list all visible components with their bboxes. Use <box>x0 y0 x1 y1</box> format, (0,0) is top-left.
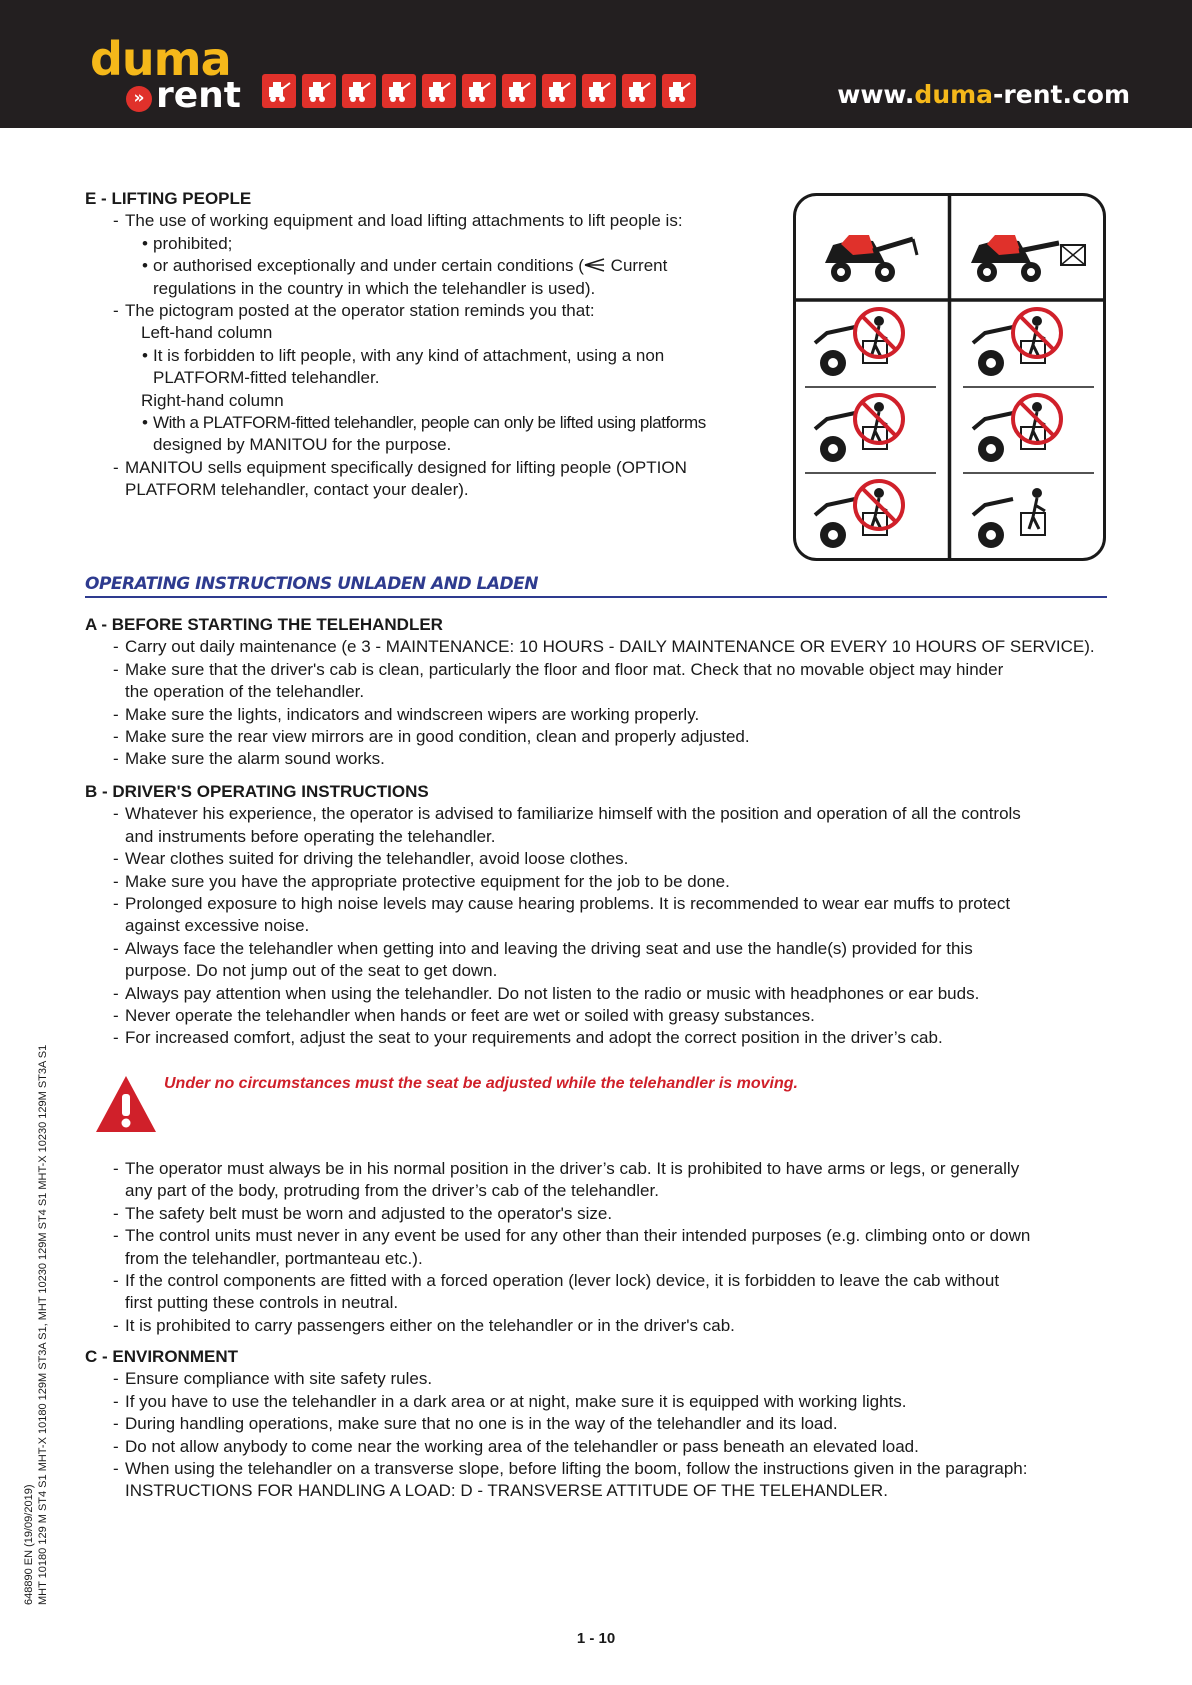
loader-icon <box>422 74 456 108</box>
section-title: E - LIFTING PEOPLE <box>85 189 252 208</box>
bullet-item: • or authorised exceptionally and under certain conditions ( Current <box>142 256 668 276</box>
warning-icon <box>94 1074 166 1134</box>
skid-steer-icon <box>262 74 296 108</box>
bullet-continuation: regulations in the country in which the telehandler is used). <box>153 278 596 298</box>
list-item: - Always pay attention when using the telehandler. Do not listen to the radio or music with headphones or ear buds. <box>113 983 980 1003</box>
list-item: - When using the telehandler on a transverse slope, before lifting the boom, follow the instructions given in the paragraph: <box>113 1459 1028 1479</box>
list-item: - Whatever his experience, the operator is advised to familiarize himself with the position and operation of all the controls <box>113 804 1021 824</box>
section-operating-instructions-continued <box>85 1158 1107 1337</box>
crawler-crane-icon <box>502 74 536 108</box>
machine-icon-strip <box>262 74 722 110</box>
url-suffix: -rent.com <box>993 80 1130 109</box>
list-item-continuation: from the telehandler, portmanteau etc.). <box>125 1248 423 1268</box>
section-before-starting <box>85 614 1107 771</box>
section-title: A - BEFORE STARTING THE TELEHANDLER <box>85 615 443 634</box>
bullet-item: • prohibited; <box>142 233 233 253</box>
list-item: - Never operate the telehandler when hands or feet are wet or soiled with greasy substances. <box>113 1006 815 1026</box>
operating-instructions-heading: OPERATING INSTRUCTIONS UNLADEN AND LADEN <box>85 574 1107 598</box>
reference-arrow-icon <box>584 256 606 270</box>
boom-lift-icon <box>622 74 656 108</box>
section-title: C - ENVIRONMENT <box>85 1347 238 1366</box>
list-item-continuation: against excessive noise. <box>125 916 310 936</box>
list-item: - Make sure that the driver's cab is clean, particularly the floor and floor mat. Check that no movable object may hinder <box>113 659 1004 679</box>
bullet-continuation: designed by MANITOU for the purpose. <box>153 435 452 455</box>
logo-rent-text: rent <box>156 75 242 116</box>
page-number: 1 - 10 <box>576 1630 616 1647</box>
list-item: - Carry out daily maintenance (e 3 - MAINTENANCE: 10 HOURS - DAILY MAINTENANCE OR EVERY 10 HOURS OF SERVICE). <box>113 637 1095 657</box>
dumper-icon <box>462 74 496 108</box>
list-item: - MANITOU sells equipment specifically designed for lifting people (OPTION <box>113 457 687 477</box>
lifting-people-pictogram <box>793 193 1106 561</box>
list-item-continuation: first putting these controls in neutral. <box>125 1293 399 1313</box>
list-item: - Make sure you have the appropriate protective equipment for the job to be done. <box>113 871 730 891</box>
articulated-lift-icon <box>662 74 696 108</box>
list-item: - The operator must always be in his normal position in the driver’s cab. It is prohibited to have arms or legs, or generally <box>113 1159 1020 1178</box>
list-item: - Wear clothes suited for driving the telehandler, avoid loose clothes. <box>113 849 629 869</box>
header-bar <box>0 0 1192 128</box>
list-item: - The control units must never in any event be used for any other than their intended purposes (e.g. climbing onto or down <box>113 1226 1031 1246</box>
bullet-item: • It is forbidden to lift people, with any kind of attachment, using a non <box>142 345 665 365</box>
bullet-item: • With a PLATFORM-fitted telehandler, people can only be lifted using platforms <box>142 413 706 433</box>
excavator-icon <box>542 74 576 108</box>
list-item: - Make sure the alarm sound works. <box>113 749 385 769</box>
url-prefix: www. <box>837 80 915 109</box>
section-lifting-people <box>85 188 765 502</box>
logo-chevron-icon: » <box>126 86 152 112</box>
document-code: 648890 EN (19/09/2019) <box>23 1484 35 1605</box>
section-environment <box>85 1346 1107 1503</box>
scissor-lift-icon <box>342 74 376 108</box>
logo-duma-text: duma <box>90 32 231 86</box>
list-item-continuation: any part of the body, protruding from the driver’s cab of the telehandler. <box>125 1181 659 1201</box>
list-item: - The use of working equipment and load lifting attachments to lift people is: <box>113 211 683 231</box>
bullet-continuation: PLATFORM-fitted telehandler. <box>153 368 380 388</box>
list-item-continuation: and instruments before operating the telehandler. <box>125 826 496 846</box>
list-item: - The safety belt must be worn and adjusted to the operator's size. <box>113 1203 613 1223</box>
list-item: - The pictogram posted at the operator station reminds you that: <box>113 301 595 321</box>
list-item: - During handling operations, make sure that no one is in the way of the telehandler and its load. <box>113 1414 838 1434</box>
column-label: Right-hand column <box>141 390 284 410</box>
section-operating-instructions <box>85 781 1107 1050</box>
list-item-continuation: the operation of the telehandler. <box>125 682 365 702</box>
document-reference <box>22 1005 50 1605</box>
list-item-continuation: PLATFORM telehandler, contact your dealer). <box>125 480 469 500</box>
duma-rent-logo[interactable] <box>90 32 242 116</box>
list-item: - Do not allow anybody to come near the working area of the telehandler or pass beneath an elevated load. <box>113 1436 919 1456</box>
column-label: Left-hand column <box>141 323 273 343</box>
mini-excavator-icon <box>382 74 416 108</box>
list-item: - Prolonged exposure to high noise levels may cause hearing problems. It is recommended to wear ear muffs to protect <box>113 894 1011 914</box>
website-url[interactable] <box>837 80 1130 109</box>
list-item: - Always face the telehandler when getting into and leaving the driving seat and use the handle(s) provided for this <box>113 938 973 958</box>
list-item-continuation: INSTRUCTIONS FOR HANDLING A LOAD: D - TRANSVERSE ATTITUDE OF THE TELEHANDLER. <box>125 1481 888 1501</box>
list-item: - If you have to use the telehandler in a dark area or at night, make sure it is equipped with working lights. <box>113 1391 907 1411</box>
model-list: MHT 10180 129 M ST4 S1 MHT-X 10180 129M ST3A S1, MHT 10230 129M ST4 S1 MHT-X 10230 129M ST3A S1 <box>37 1044 49 1605</box>
list-item: - Make sure the lights, indicators and windscreen wipers are working properly. <box>113 704 700 724</box>
list-item-continuation: purpose. Do not jump out of the seat to get down. <box>125 961 498 981</box>
list-item: - It is prohibited to carry passengers either on the telehandler or in the driver's cab. <box>113 1315 735 1335</box>
list-item: - Ensure compliance with site safety rules. <box>113 1369 433 1389</box>
list-item: - For increased comfort, adjust the seat to your requirements and adopt the correct position in the driver’s cab. <box>113 1028 943 1048</box>
list-item: - Make sure the rear view mirrors are in good condition, clean and properly adjusted. <box>113 727 750 747</box>
warning-message: Under no circumstances must the seat be adjusted while the telehandler is moving. <box>164 1075 798 1092</box>
url-highlight: duma <box>914 80 994 109</box>
telehandler-icon <box>582 74 616 108</box>
list-item: - If the control components are fitted with a forced operation (lever lock) device, it is forbidden to leave the cab without <box>113 1271 1000 1291</box>
section-title: B - DRIVER'S OPERATING INSTRUCTIONS <box>85 782 429 801</box>
forklift-icon <box>302 74 336 108</box>
